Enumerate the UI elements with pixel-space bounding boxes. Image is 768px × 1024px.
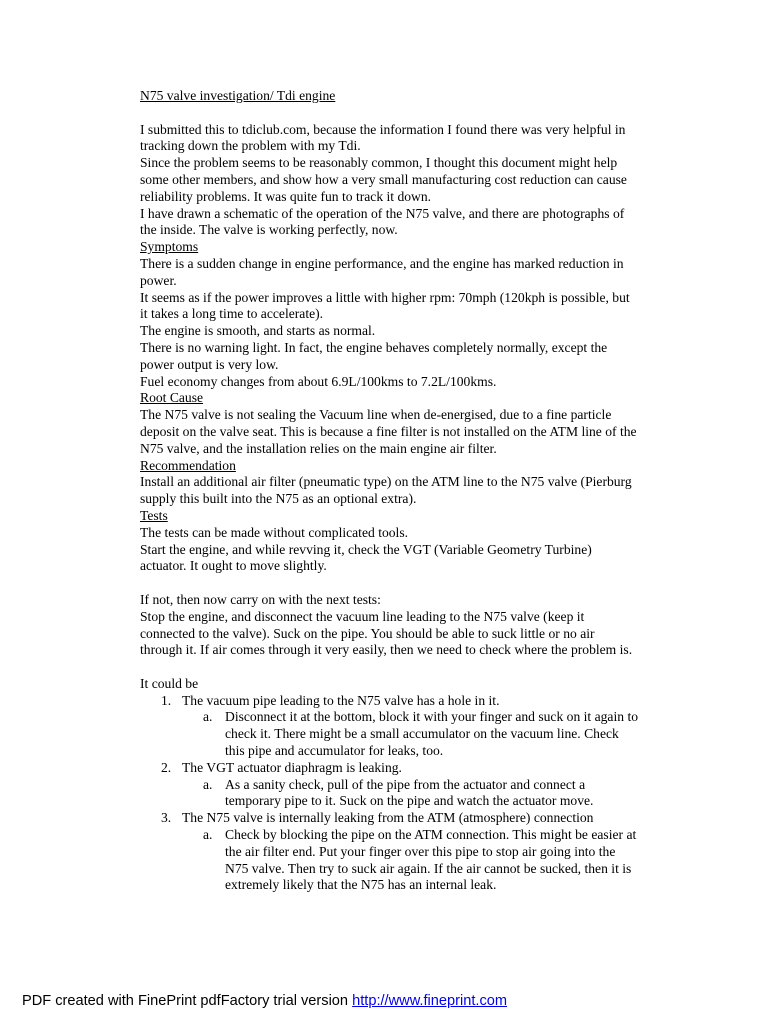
list-item	[140, 810, 640, 827]
sub-list-letter: a.	[203, 827, 213, 843]
intro-paragraph: I have drawn a schematic of the operation of the N75 valve, and there are photographs of the inside. The valve is working perfectly, now.	[140, 205, 625, 238]
sub-list-item	[140, 777, 640, 811]
list-item	[140, 693, 640, 710]
tests-item: The tests can be made without complicated tools.	[140, 524, 409, 540]
root-cause-text: The N75 valve is not sealing the Vacuum line when de-energised, due to a fine particle deposit on the valve seat. This is because a fine filter is not installed on the ATM line of the N75 valve, and the installation relies on the main engine air filter.	[140, 407, 637, 456]
sub-list-item-text: As a sanity check, pull of the pipe from the actuator and connect a temporary pipe to it. Suck on the pipe and watch the actuator move.	[225, 776, 594, 809]
symptom-item: There is a sudden change in engine performance, and the engine has marked reduction in power.	[140, 255, 624, 288]
sub-list-item-text: Disconnect it at the bottom, block it with your finger and suck on it again to check it. There might be a small accumulator on the vacuum line. Check this pipe and accumulator for leaks, too.	[225, 709, 639, 759]
cause-list	[140, 693, 640, 895]
symptom-item: There is no warning light. In fact, the engine behaves completely normally, except the power output is very low.	[140, 339, 608, 372]
list-number: 2.	[161, 759, 172, 775]
list-item-text: The N75 valve is internally leaking from the ATM (atmosphere) connection	[182, 810, 594, 826]
symptoms-heading: Symptoms	[140, 239, 199, 255]
recommendation-heading: Recommendation	[140, 457, 236, 473]
sub-list-item	[140, 827, 640, 894]
tests-heading: Tests	[140, 507, 168, 523]
root-cause-heading: Root Cause	[140, 390, 204, 406]
list-number: 3.	[161, 810, 172, 826]
list-item-text: The VGT actuator diaphragm is leaking.	[182, 759, 402, 775]
tests-stop-text: Stop the engine, and disconnect the vacuum line leading to the N75 valve (keep it connected to the valve). Suck on the pipe. You should be able to suck little or no air through it. If air comes through it very easily, then we need to check where the problem is.	[140, 608, 633, 658]
footer-text: PDF created with FinePrint pdfFactory trial version	[22, 993, 353, 1009]
tests-could-be: It could be	[140, 675, 199, 691]
tests-if-not: If not, then now carry on with the next tests:	[140, 591, 381, 607]
sub-list-item	[140, 709, 640, 759]
sub-list-item-text: Check by blocking the pipe on the ATM connection. This might be easier at the air filter end. Put your finger over this pipe to stop air going into the N75 valve. Then try to suck air again. If the air cannot be sucked, then it is extremely likely that the N75 has an internal leak.	[225, 827, 637, 893]
sub-list-letter: a.	[203, 709, 213, 725]
sub-list-letter: a.	[203, 776, 213, 792]
document-body	[140, 88, 640, 894]
pdf-footer	[22, 992, 507, 1010]
recommendation-text: Install an additional air filter (pneumatic type) on the ATM line to the N75 valve (Pierburg supply this built into the N75 as an optional extra).	[140, 474, 632, 507]
list-item-text: The vacuum pipe leading to the N75 valve has a hole in it.	[182, 692, 500, 708]
intro-paragraph: Since the problem seems to be reasonably common, I thought this document might help some other members, and show how a very small manufacturing cost reduction can cause reliability problems. It was quite fun to track it down.	[140, 155, 627, 204]
tests-item: Start the engine, and while revving it, check the VGT (Variable Geometry Turbine) actuator. It ought to move slightly.	[140, 541, 592, 574]
fineprint-link[interactable]: http://www.fineprint.com	[352, 993, 508, 1009]
symptom-item: Fuel economy changes from about 6.9L/100kms to 7.2L/100kms.	[140, 373, 497, 389]
symptom-item: It seems as if the power improves a little with higher rpm: 70mph (120kph is possible, but it takes a long time to accelerate).	[140, 289, 630, 322]
symptom-item: The engine is smooth, and starts as normal.	[140, 323, 376, 339]
list-item	[140, 760, 640, 777]
document-title: N75 valve investigation/ Tdi engine	[140, 88, 336, 103]
list-number: 1.	[161, 692, 172, 708]
intro-paragraph: I submitted this to tdiclub.com, because the information I found there was very helpful in tracking down the problem with my Tdi.	[140, 121, 626, 154]
